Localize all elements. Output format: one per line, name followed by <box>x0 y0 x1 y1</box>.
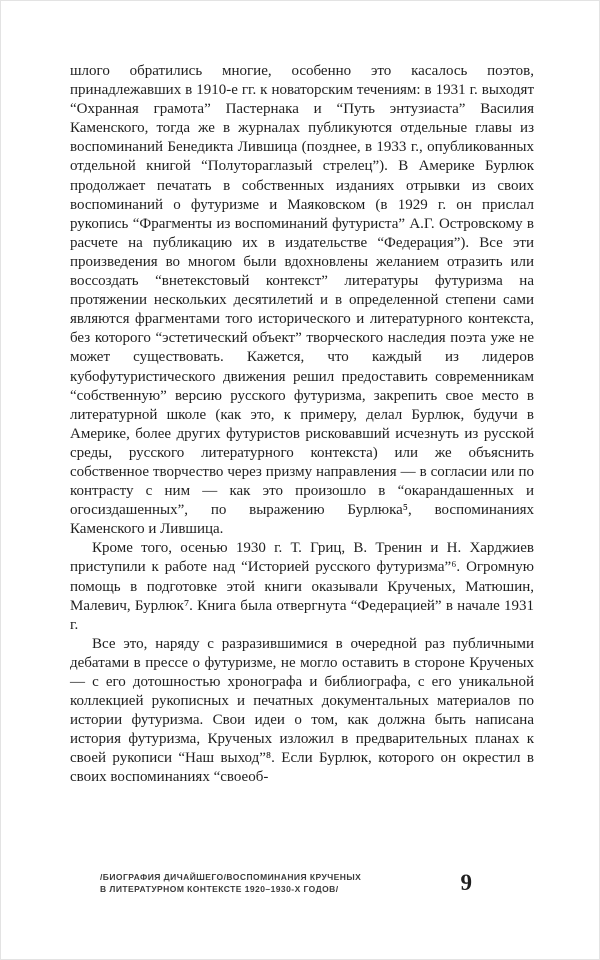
page-footer <box>100 870 530 896</box>
page-number: 9 <box>460 870 472 895</box>
paragraph: Все это, наряду с разразившимися в очередной раз публичными дебатами в прессе о футуризме, не могло оставить в стороне Крученых — с его дотошностью хронографа и библиографа, с его уникальной коллекцией рукописных и печатных документальных материалов по истории футуризма. Свои идеи о том, как должна быть написана история футуризма, Крученых изложил в предварительных планах к своей рукописи “Наш выход”⁸. Если Бурлюк, которого он окрестил в своих воспоминаниях “своеоб- <box>70 635 534 786</box>
running-title-line-1: /БИОГРАФИЯ ДИЧАЙШЕГО/ВОСПОМИНАНИЯ КРУЧЕНЫХ <box>100 872 362 882</box>
running-title-line-2: В ЛИТЕРАТУРНОМ КОНТЕКСТЕ 1920–1930-Х ГОДОВ/ <box>100 884 339 894</box>
running-title <box>100 871 361 895</box>
paragraph: шлого обратились многие, особенно это касалось поэтов, принадлежавших в 1910-е гг. к новаторским течениям: в 1931 г. выходят “Охранная грамота” Пастернака и “Путь энтузиаста” Василия Каменского, тогда же в журналах публикуются отдельные главы из воспоминаний Бенедикта Лившица (позднее, в 1933 г., опубликованных отдельной книгой “Полутораглазый стрелец”). В Америке Бурлюк продолжает печатать в собственных изданиях отрывки из своих воспоминаний о футуризме и Маяковском (в 1929 г. он прислал рукопись “Фрагменты из воспоминаний футуриста” А.Г. Островскому в расчете на публикацию их в издательстве “Федерация”). Все эти произведения во многом были вдохновлены желанием отразить или воссоздать “внетекстовый контекст” литературы футуризма на протяжении нескольких десятилетий и в определенной степени сами являются фрагментами того исторического и литературного контекста, без которого “эстетический объект” творческого наследия поэта уже не может существовать. Кажется, что каждый из лидеров кубофутуристического движения решил предоставить современникам “собственную” версию русского футуризма, закрепить свое место в литературной школе (как это, к примеру, делал Бурлюк, будучи в Америке, более других футуристов рисковавший исчезнуть из русской среды, русского литературного контекста) или же объяснить собственное творчество через призму направления — в согласии или по контрасту с ним — как это произошло в “окарандашенных и огосиздашенных”, по выражению Бурлюка⁵, воспоминаниях Каменского и Лившица. <box>70 63 534 538</box>
paragraph: Кроме того, осенью 1930 г. Т. Гриц, В. Тренин и Н. Харджиев приступили к работе над “Историей русского футуризма”⁶. Огромную помощь в подготовке этой книги оказывали Крученых, Матюшин, Малевич, Бурлюк⁷. Книга была отвергнута “Федерацией” в начале 1931 г. <box>70 540 534 633</box>
body-text <box>70 62 534 788</box>
